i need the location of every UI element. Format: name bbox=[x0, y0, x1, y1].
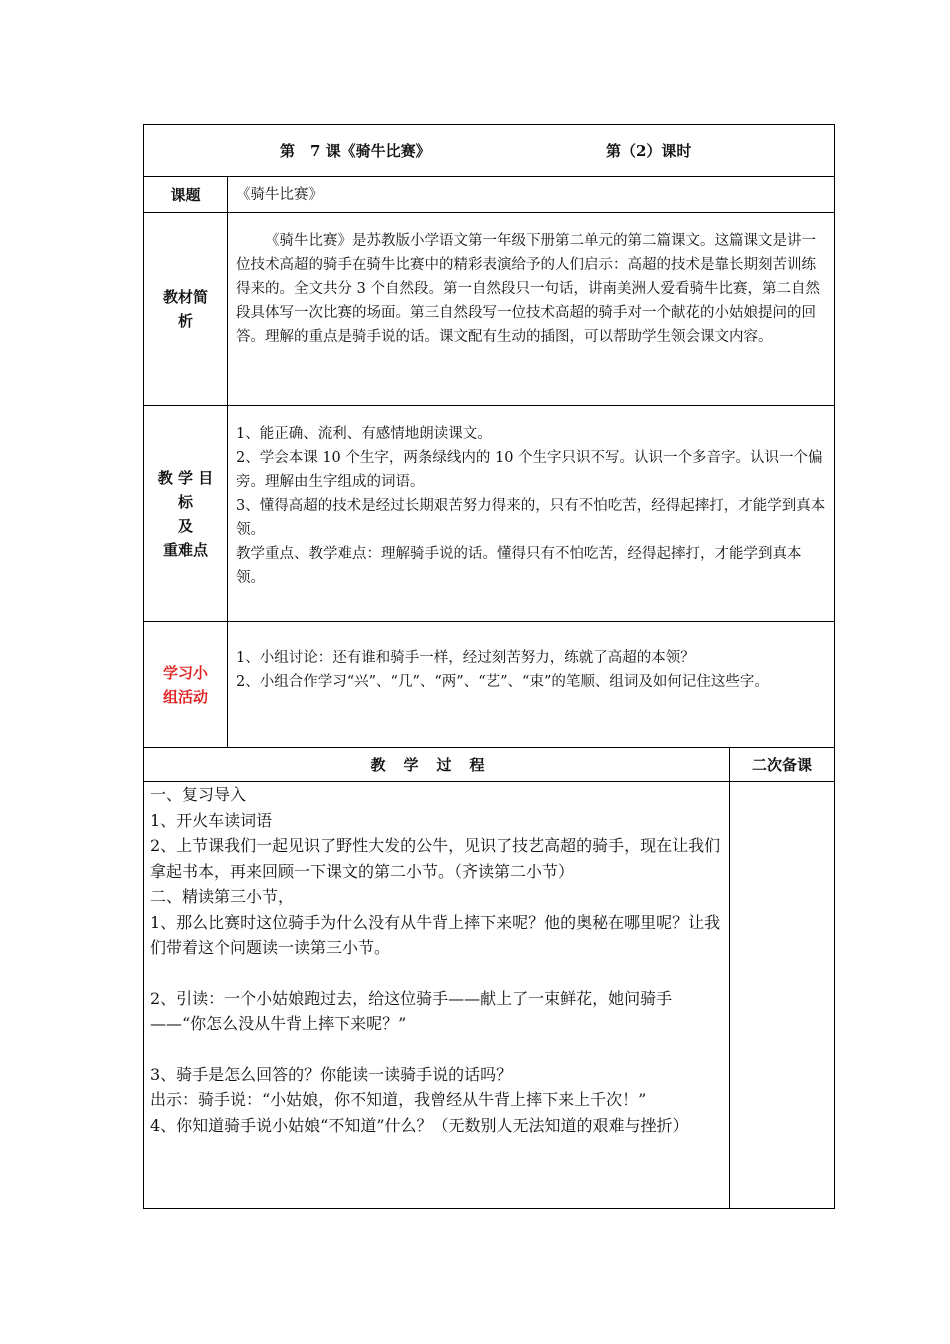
process-line: 一、复习导入 bbox=[150, 785, 247, 804]
process-line: 二、精读第三小节， bbox=[150, 887, 295, 906]
blank-line bbox=[150, 1037, 725, 1062]
goals-content bbox=[228, 406, 834, 621]
process-line: 1、开火车读词语 bbox=[150, 810, 273, 830]
goal-item: 2、学会本课 10 个生字，两条绿线内的 10 个生字只识不写。认识一个多音字。认识一个偏旁。理解由生字组成的词语。 bbox=[236, 450, 823, 490]
process-line: 1、那么比赛时这位骑手为什么没有从牛背上摔下来呢？他的奥秘在哪里呢？让我们带着这个问题读一读第三小节。 bbox=[150, 912, 721, 957]
goal-key-points: 教学重点、教学难点：理解骑手说的话。懂得只有不怕吃苦，经得起摔打，才能学到真本领。 bbox=[236, 546, 802, 586]
process-title: 教学过程 bbox=[144, 748, 730, 781]
goal-item: 3、懂得高超的技术是经过长期艰苦努力得来的，只有不怕吃苦，经得起摔打，才能学到真本领。 bbox=[236, 498, 826, 538]
second-prep-title: 二次备课 bbox=[751, 756, 812, 774]
process-content bbox=[144, 782, 730, 1208]
group-activity-content bbox=[228, 622, 834, 747]
process-line: 2、引读：一个小姑娘跑过去，给这位骑手——献上了一束鲜花，她问骑手——“你怎么没从牛背上摔下来呢？” bbox=[150, 988, 673, 1033]
analysis-text: 《骑牛比赛》是苏教版小学语文第一年级下册第二单元的第二篇课文。这篇课文是讲一位技术高超的骑手在骑牛比赛中的精彩表演给予的人们启示：高超的技术是靠长期刻苦训练得来的。全文共分 3 个自然段。第一自然段只一句话，讲南美洲人爱看骑牛比赛，第二自然段具体写一次比赛的场面。第三自然段写一位技术高超的骑手对一个献花的小姑娘提问的回答。理解的重点是骑手说的话。课文配有生动的插图，可以帮助学生领会课文内容。 bbox=[236, 233, 820, 345]
process-line: 出示：骑手说：“小姑娘，你不知道，我曾经从牛背上摔下来上千次！” bbox=[150, 1090, 647, 1109]
goals-row bbox=[144, 406, 834, 622]
process-body-row bbox=[144, 782, 834, 1208]
analysis-row bbox=[144, 213, 834, 406]
topic-row bbox=[144, 177, 834, 213]
analysis-label: 教材简 析 bbox=[144, 213, 228, 405]
process-line: 4、你知道骑手说小姑娘“不知道”什么？（无数别人无法知道的艰难与挫折） bbox=[150, 1115, 689, 1135]
blank-line bbox=[150, 961, 725, 986]
header-row bbox=[144, 125, 834, 177]
second-prep-cell bbox=[730, 782, 834, 1208]
topic-value: 《骑牛比赛》 bbox=[236, 186, 323, 203]
period-title: 第（2）课时 bbox=[606, 142, 692, 160]
process-line: 3、骑手是怎么回答的？你能读一读骑手说的话吗？ bbox=[150, 1064, 513, 1084]
group-activity-item: 1、小组讨论：还有谁和骑手一样，经过刻苦努力，练就了高超的本领？ bbox=[236, 650, 695, 666]
lesson-title: 第 7 课《骑牛比赛》 bbox=[280, 142, 431, 160]
group-activity-item: 2、小组合作学习“兴”、“几”、“两”、“艺”、“束”的笔顺、组词及如何记住这些字。 bbox=[236, 674, 769, 690]
group-activity-label: 学习小 组活动 bbox=[144, 622, 228, 747]
analysis-text-cell bbox=[228, 213, 834, 405]
process-header-row bbox=[144, 748, 834, 782]
goals-label: 教 学 目 标 及 重难点 bbox=[144, 406, 228, 621]
topic-label: 课题 bbox=[144, 177, 228, 212]
group-activity-row bbox=[144, 622, 834, 748]
lesson-plan-table bbox=[143, 124, 835, 1209]
process-line: 2、上节课我们一起见识了野性大发的公牛，见识了技艺高超的骑手，现在让我们拿起书本，再来回顾一下课文的第二小节。（齐读第二小节） bbox=[150, 836, 721, 881]
goal-item: 1、能正确、流利、有感情地朗读课文。 bbox=[236, 426, 492, 442]
